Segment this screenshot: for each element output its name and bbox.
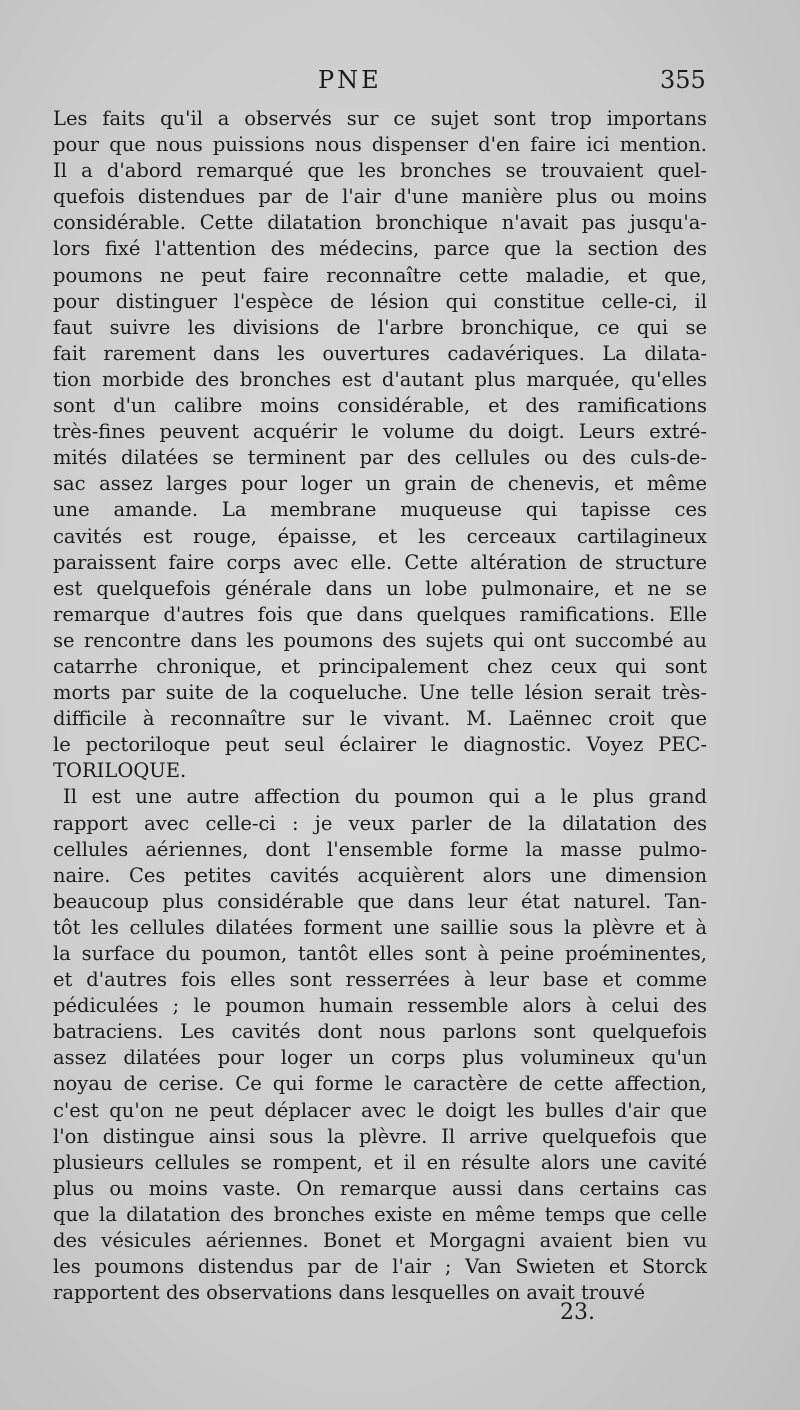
text-line: noyau de cerise. Ce qui forme le caractère de cette affection, bbox=[53, 1072, 707, 1096]
text-line: se rencontre dans les poumons des sujets qui ont succombé au bbox=[53, 628, 707, 652]
text-line: rapportent des observations dans lesquelles on avait trouvé bbox=[53, 1281, 645, 1305]
running-head: PNE bbox=[318, 66, 382, 94]
text-line: pour que nous puissions nous dispenser d'en faire ici mention. bbox=[53, 133, 707, 157]
text-line: sont d'un calibre moins considérable, et des ramifications bbox=[53, 394, 707, 418]
text-line: difficile à reconnaître sur le vivant. M. Laënnec croit que bbox=[53, 707, 707, 731]
text-line: des vésicules aériennes. Bonet et Morgagni avaient bien vu bbox=[53, 1229, 707, 1253]
text-line: Il a d'abord remarqué que les bronches se trouvaient quel- bbox=[53, 159, 707, 183]
text-line: pour distinguer l'espèce de lésion qui constitue celle-ci, il bbox=[53, 289, 707, 313]
text-line: fait rarement dans les ouvertures cadavériques. La dilata- bbox=[53, 341, 707, 365]
text-line: cavités est rouge, épaisse, et les cerceaux cartilagineux bbox=[53, 524, 707, 548]
text-line: beaucoup plus considérable que dans leur état naturel. Tan- bbox=[53, 889, 707, 913]
text-line: plusieurs cellules se rompent, et il en résulte alors une cavité bbox=[53, 1150, 707, 1174]
text-line: mités dilatées se terminent par des cellules ou des culs-de- bbox=[53, 446, 707, 470]
text-line: est quelquefois générale dans un lobe pulmonaire, et ne se bbox=[53, 576, 707, 600]
text-line: le pectoriloque peut seul éclairer le diagnostic. Voyez PEC- bbox=[53, 733, 707, 757]
text-line: morts par suite de la coqueluche. Une telle lésion serait très- bbox=[53, 681, 707, 705]
text-line: la surface du poumon, tantôt elles sont à peine proéminentes, bbox=[53, 942, 707, 965]
text-line: assez dilatées pour loger un corps plus volumineux qu'un bbox=[53, 1046, 707, 1070]
page-number: 355 bbox=[660, 66, 706, 94]
text-line: tion morbide des bronches est d'autant plus marquée, qu'elles bbox=[53, 367, 707, 391]
page-header bbox=[0, 66, 800, 102]
text-line: plus ou moins vaste. On remarque aussi dans certains cas bbox=[53, 1176, 707, 1200]
text-line: une amande. La membrane muqueuse qui tapisse ces bbox=[53, 498, 707, 522]
text-line: Il est une autre affection du poumon qui a le plus grand bbox=[63, 785, 707, 809]
text-line: remarque d'autres fois que dans quelques ramifications. Elle bbox=[53, 602, 707, 626]
text-line: les poumons distendus par de l'air ; Van Swieten et Storck bbox=[53, 1255, 707, 1279]
text-line: quefois distendues par de l'air d'une manière plus ou moins bbox=[53, 185, 707, 209]
text-line: Les faits qu'il a observés sur ce sujet sont trop importans bbox=[53, 107, 707, 130]
text-line: sac assez larges pour loger un grain de chenevis, et même bbox=[53, 472, 707, 496]
text-line: que la dilatation des bronches existe en même temps que celle bbox=[53, 1202, 707, 1226]
text-line: pédiculées ; le poumon humain ressemble alors à celui des bbox=[53, 994, 707, 1018]
text-line: tôt les cellules dilatées forment une saillie sous la plèvre et à bbox=[53, 915, 707, 939]
text-line: très-fines peuvent acquérir le volume du doigt. Leurs extré- bbox=[53, 420, 707, 444]
text-line: et d'autres fois elles sont resserrées à leur base et comme bbox=[53, 968, 707, 992]
text-line: poumons ne peut faire reconnaître cette maladie, et que, bbox=[53, 263, 707, 287]
text-line: catarrhe chronique, et principalement chez ceux qui sont bbox=[53, 654, 707, 678]
text-line: considérable. Cette dilatation bronchique n'avait pas jusqu'a- bbox=[53, 211, 707, 235]
text-line: c'est qu'on ne peut déplacer avec le doigt les bulles d'air que bbox=[53, 1098, 707, 1122]
text-line: paraissent faire corps avec elle. Cette altération de structure bbox=[53, 550, 707, 574]
text-line: lors fixé l'attention des médecins, parce que la section des bbox=[53, 237, 707, 261]
text-line: l'on distingue ainsi sous la plèvre. Il arrive quelquefois que bbox=[53, 1124, 707, 1148]
text-line: faut suivre les divisions de l'arbre bronchique, ce qui se bbox=[53, 315, 707, 339]
body-text bbox=[53, 106, 707, 1306]
text-line: naire. Ces petites cavités acquièrent alors une dimension bbox=[53, 863, 707, 887]
signature-mark: 23. bbox=[560, 1300, 595, 1325]
text-line: TORILOQUE. bbox=[53, 759, 187, 783]
text-line: batraciens. Les cavités dont nous parlons sont quelquefois bbox=[53, 1020, 707, 1044]
text-line: cellules aériennes, dont l'ensemble forme la masse pulmo- bbox=[53, 837, 707, 861]
text-line: rapport avec celle-ci : je veux parler de la dilatation des bbox=[53, 811, 707, 835]
